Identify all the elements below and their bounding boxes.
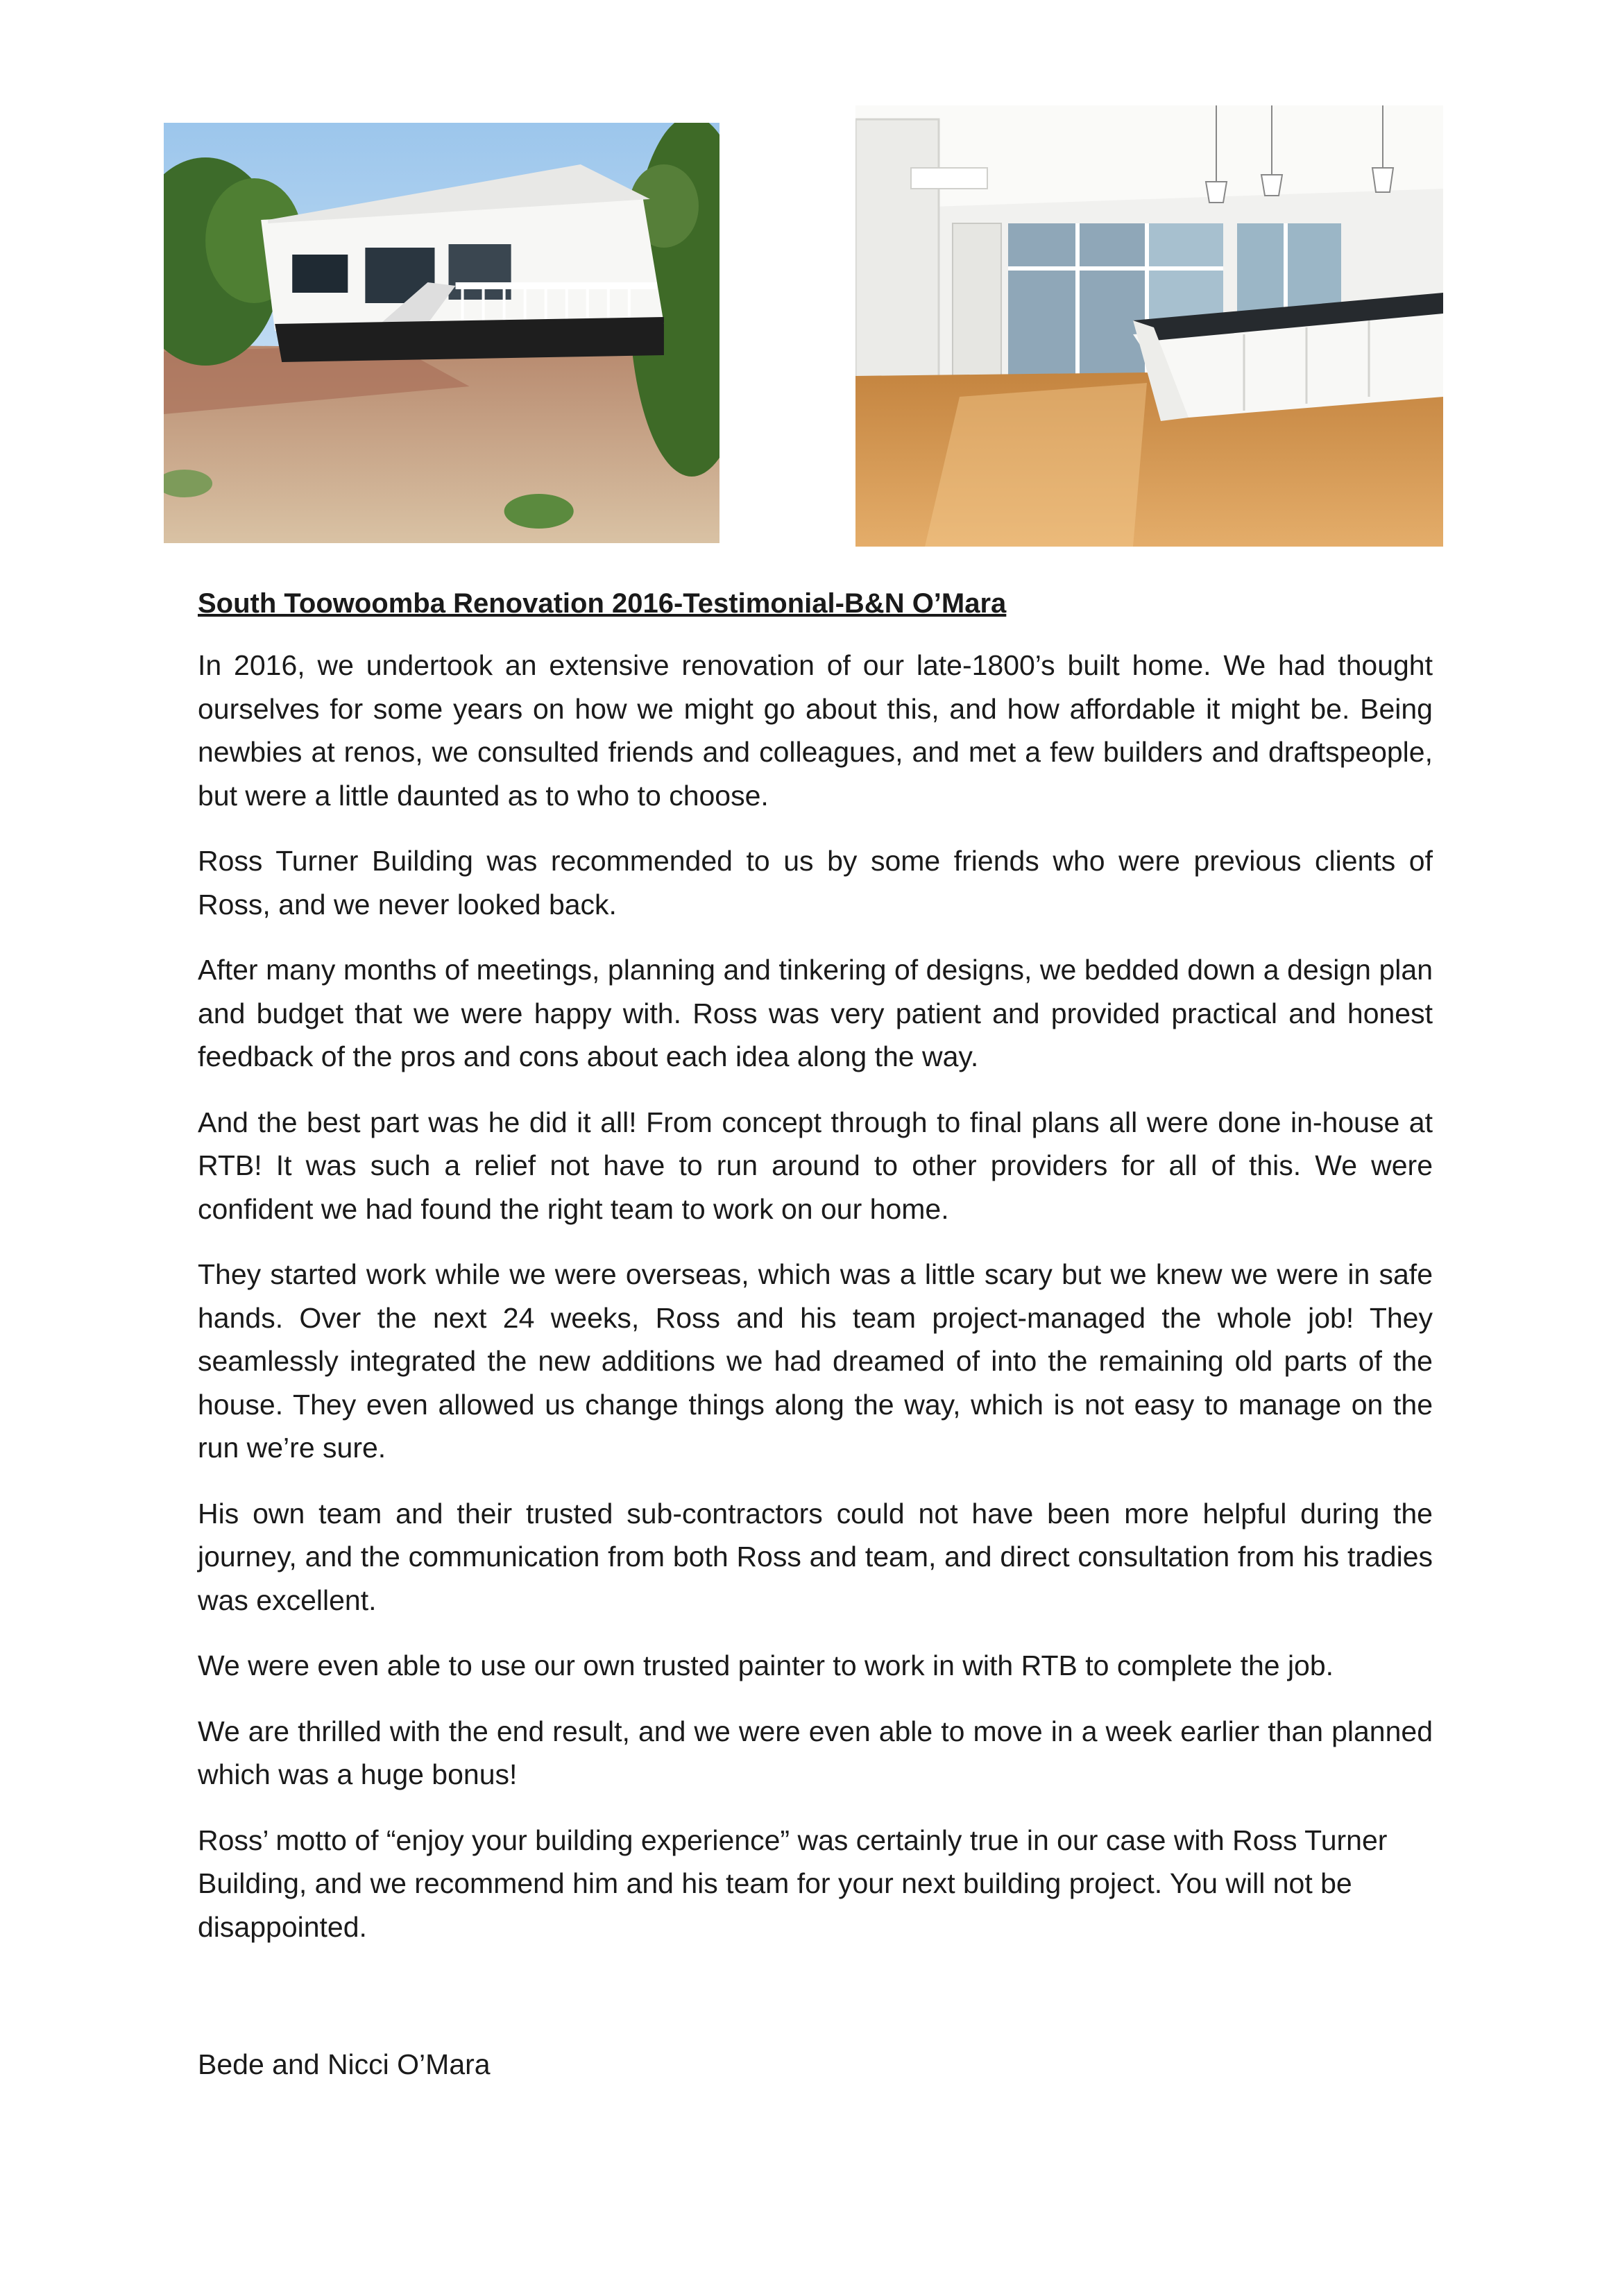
paragraph: We are thrilled with the end result, and we were even able to move in a week earlier than planned which was a huge bonus! bbox=[198, 1715, 1433, 1790]
interior-kitchen-photo bbox=[855, 105, 1443, 547]
paragraph: In 2016, we undertook an extensive renovation of our late-1800’s built home. We had thought ourselves for some years on how we might go about this, and how affordable it might be. Being newbies at renos, we consulted friends and colleagues, and met a few builders and draftspeople, but were a little daunted as to who to choose. bbox=[198, 649, 1433, 812]
paragraph: We were even able to use our own trusted painter to work in with RTB to complete the job. bbox=[198, 1650, 1334, 1681]
paragraph: Ross Turner Building was recommended to us by some friends who were previous clients of Ross, and we never looked back. bbox=[198, 845, 1433, 920]
paragraph: His own team and their trusted sub-contractors could not have been more helpful during the journey, and the communication from both Ross and team, and direct consultation from his tradies was excellent. bbox=[198, 1497, 1433, 1616]
paragraph: After many months of meetings, planning and tinkering of designs, we bedded down a design plan and budget that we were happy with. Ross was very patient and provided practical and honest feedback of the pros and cons about each idea along the way. bbox=[198, 954, 1433, 1072]
document-title: South Toowoomba Renovation 2016-Testimonial-B&N O’Mara bbox=[198, 588, 1007, 619]
exterior-house-photo bbox=[164, 123, 719, 543]
testimonial-body bbox=[198, 584, 1433, 1971]
paragraph: And the best part was he did it all! From concept through to final plans all were done in-house at RTB! It was such a relief not have to run around to other providers for all of this. We were confident we had found the right team to work on our home. bbox=[198, 1106, 1433, 1225]
signature-line: Bede and Nicci O’Mara bbox=[198, 2048, 491, 2080]
paragraph: Ross’ motto of “enjoy your building experience” was certainly true in our case with Ross Turner Building, and we recommend him and his team for your next building project. You will not be disappointed. bbox=[198, 1824, 1388, 1943]
paragraph: They started work while we were overseas, which was a little scary but we knew we were in safe hands. Over the next 24 weeks, Ross and his team project-managed the whole job! They seamlessly integrated the new additions we had dreamed of into the remaining old parts of the house. They even allowed us change things along the way, which is not easy to manage on the run we’re sure. bbox=[198, 1258, 1433, 1464]
